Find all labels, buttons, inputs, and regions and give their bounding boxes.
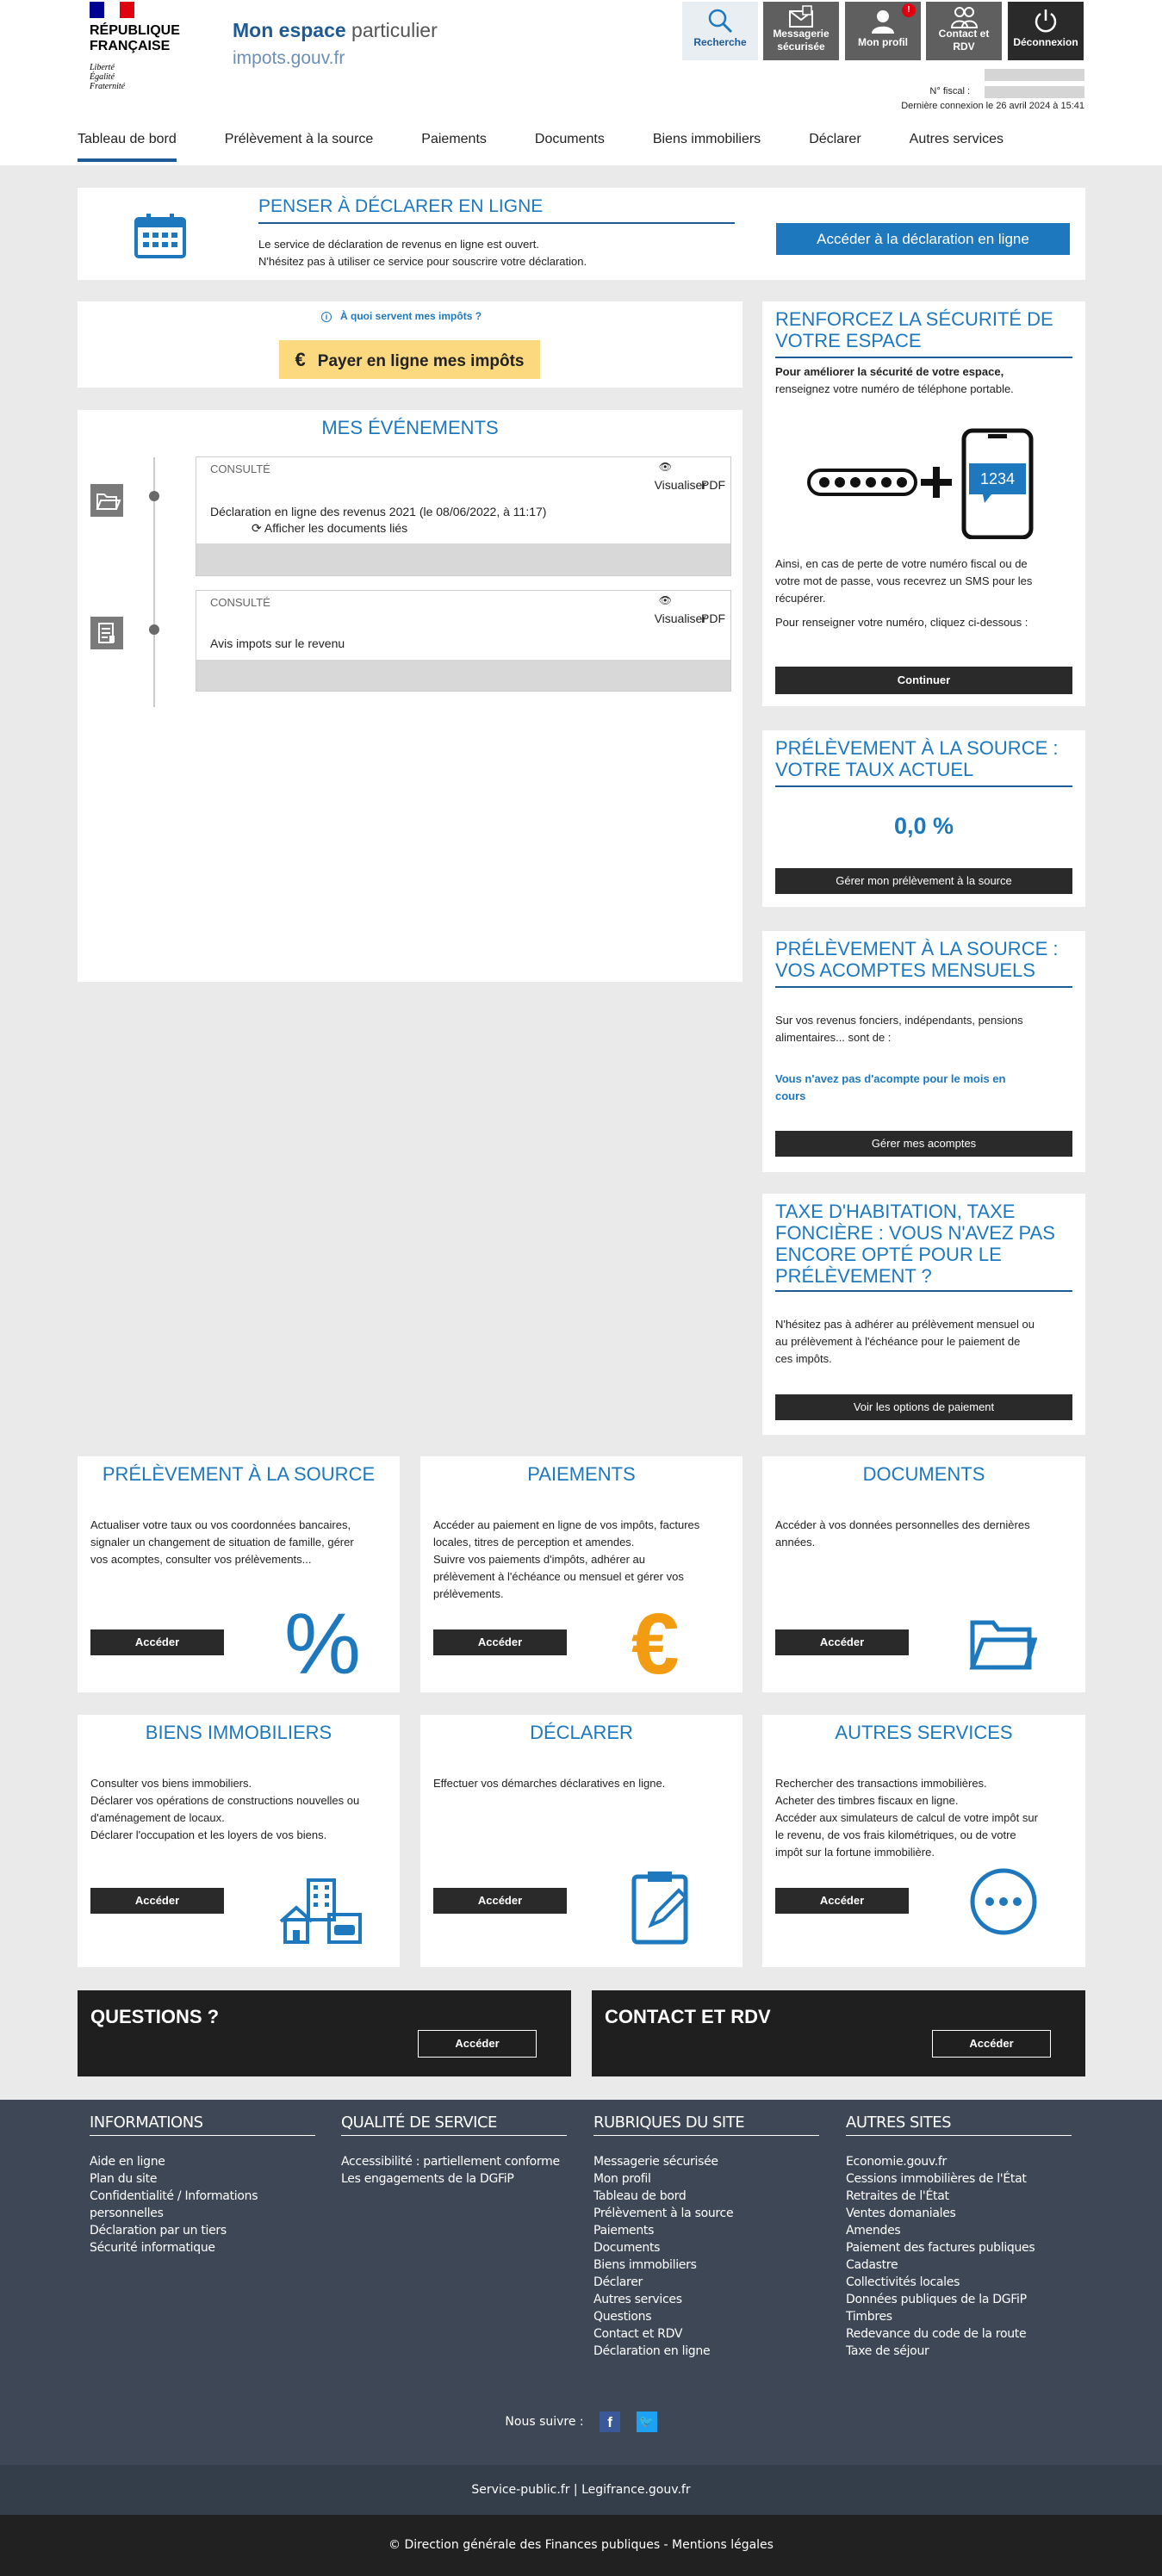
footer-link[interactable]: Accessibilité : partiellement conforme	[341, 2155, 560, 2169]
tile-line: années.	[775, 1536, 816, 1549]
footer-col-title: AUTRES SITES	[846, 2114, 1072, 2136]
security-title	[775, 308, 1053, 351]
phone-code: 1234	[979, 470, 1016, 487]
profile-alert-badge: !	[902, 3, 916, 17]
tile-documents	[762, 1456, 1085, 1692]
eye-icon[interactable]: 👁	[658, 594, 672, 606]
footer-link[interactable]: Mon profil	[593, 2172, 651, 2186]
declare-line-1: Le service de déclaration de revenus en ligne est ouvert.	[258, 238, 539, 251]
envelope-icon	[787, 4, 815, 32]
euro-icon: €	[295, 349, 306, 370]
tile-line: Effectuer vos démarches déclaratives en ligne.	[433, 1777, 666, 1790]
nav-paiements[interactable]: Paiements	[421, 132, 487, 146]
nav-documents[interactable]: Documents	[534, 132, 605, 146]
tile-access-button[interactable]: Accéder	[90, 1629, 224, 1655]
acomptes-title-2: VOS ACOMPTES MENSUELS	[775, 959, 1035, 981]
tile-line: locales, titres de perception et amendes.	[433, 1536, 635, 1549]
tile-line: prélèvements.	[433, 1587, 504, 1600]
eye-icon[interactable]: 👁	[658, 461, 672, 473]
footer-link[interactable]: Sécurité informatique	[90, 2241, 215, 2255]
folder-icon	[90, 484, 123, 517]
payment-options-button[interactable]: Voir les options de paiement	[775, 1394, 1072, 1420]
footer-col-title: QUALITÉ DE SERVICE	[341, 2114, 567, 2136]
euro-icon: €	[631, 1596, 680, 1692]
tile-access-button[interactable]: Accéder	[775, 1888, 909, 1914]
follow-label: Nous suivre :	[505, 2415, 584, 2429]
messaging-button[interactable]	[763, 2, 839, 60]
footer-link[interactable]: Paiement des factures publiques	[846, 2241, 1035, 2255]
security-lead-bold: Pour améliorer la sécurité de votre espace,	[775, 365, 1004, 378]
calendar-icon	[134, 214, 186, 258]
footer-link[interactable]: Retraites de l'État	[846, 2189, 949, 2203]
fiscal-number-value	[985, 86, 1084, 98]
contact-title: CONTACT ET RDV	[605, 2006, 771, 2027]
motto-3: Fraternité	[90, 82, 126, 91]
acomptes-line-2: alimentaires... sont de :	[775, 1031, 892, 1044]
footer-col-title: INFORMATIONS	[90, 2114, 315, 2136]
logo-line-2: FRANÇAISE	[90, 39, 171, 53]
document-icon	[90, 617, 123, 649]
acomptes-card	[762, 931, 1085, 1172]
questions-title: QUESTIONS ?	[90, 2006, 220, 2027]
site-name[interactable]: impots.gouv.fr	[233, 48, 345, 68]
nav-declarer[interactable]: Déclarer	[809, 132, 861, 146]
footer-copyright[interactable]: © Direction générale des Finances publiques - Mentions légales	[0, 2515, 1162, 2576]
info-icon: i	[321, 312, 332, 322]
tile-text	[775, 1775, 1038, 1861]
event-item	[196, 590, 731, 692]
tile-line: Déclarer vos opérations de constructions nouvelles ou	[90, 1794, 360, 1807]
republique-francaise-logo[interactable]	[90, 23, 180, 54]
tile-line: Acheter des timbres fiscaux en ligne.	[775, 1794, 959, 1807]
acomptes-title-1: PRÉLÈVEMENT À LA SOURCE :	[775, 938, 1059, 959]
power-icon	[1032, 7, 1059, 34]
motto-2: Égalité	[90, 72, 115, 82]
footer-link[interactable]: Données publiques de la DGFiP	[846, 2293, 1027, 2306]
tile-text	[775, 1517, 1030, 1551]
taxe-line-1: N'hésitez pas à adhérer au prélèvement mensuel ou	[775, 1318, 1035, 1331]
more-options-icon	[969, 1867, 1038, 1936]
tile-text	[433, 1517, 699, 1603]
security-text-1: Ainsi, en cas de perte de votre numéro fiscal ou de	[775, 557, 1028, 570]
search-button[interactable]	[682, 2, 758, 60]
timeline-dot	[149, 491, 159, 501]
divider	[775, 986, 1072, 988]
main-nav	[78, 131, 1004, 162]
current-rate: 0,0 %	[893, 813, 954, 839]
timeline-dot	[149, 624, 159, 635]
footer-link[interactable]: Prélèvement à la source	[593, 2207, 734, 2220]
taxe-title	[775, 1201, 1055, 1287]
pay-card	[78, 301, 743, 388]
tile-title: DOCUMENTS	[862, 1463, 985, 1485]
profile-button[interactable]	[845, 2, 921, 60]
taxes-info-link[interactable]	[321, 310, 482, 322]
site-header	[0, 0, 1162, 165]
redacted-name	[985, 69, 1084, 81]
footer-link[interactable]: Autres services	[593, 2293, 682, 2306]
tile-access-button[interactable]: Accéder	[90, 1888, 224, 1914]
french-flag-icon	[90, 2, 134, 18]
footer-link[interactable]: Aide en ligne	[90, 2155, 165, 2169]
tile-line: Accéder aux simulateurs de calcul de votre impôt sur	[775, 1811, 1038, 1824]
divider	[775, 357, 1072, 358]
tile-autres	[762, 1715, 1085, 1967]
search-label: Recherche	[693, 36, 747, 48]
view-link[interactable]: Visualiser	[654, 611, 706, 625]
tile-title: PRÉLÈVEMENT À LA SOURCE	[102, 1463, 376, 1485]
space-title-bold: Mon espace	[233, 19, 346, 41]
declare-online-button[interactable]: Accéder à la déclaration en ligne	[776, 223, 1070, 255]
event-status: CONSULTÉ	[210, 596, 270, 609]
folder-icon	[969, 1614, 1038, 1674]
event-item	[196, 456, 731, 576]
tile-line: Déclarer l'occupation et les loyers de vos biens.	[90, 1828, 327, 1841]
taxe-card	[762, 1194, 1085, 1435]
tile-text	[433, 1775, 665, 1792]
security-card	[762, 301, 1085, 706]
footer-col-informations	[90, 2114, 315, 2256]
people-icon	[950, 4, 978, 32]
messaging-label-2: sécurisée	[777, 40, 825, 53]
last-connection: Dernière connexion le 26 avril 2024 à 15:41	[901, 101, 1084, 111]
contact-rdv-button[interactable]	[926, 2, 1002, 60]
rate-card	[762, 730, 1085, 907]
event-status: CONSULTÉ	[210, 462, 270, 475]
footer-link[interactable]: Ventes domaniales	[846, 2207, 956, 2220]
declare-title: PENSER À DÉCLARER EN LIGNE	[258, 196, 544, 216]
tile-line: Accéder au paiement en ligne de vos impôts, factures	[433, 1518, 700, 1531]
no-acompte-info	[775, 1071, 1005, 1105]
tile-text	[90, 1517, 354, 1568]
no-acompte-line-2: cours	[775, 1089, 806, 1102]
nav-tableau-de-bord[interactable]: Tableau de bord	[78, 131, 177, 162]
clipboard-pen-icon	[627, 1868, 696, 1946]
pay-online-button[interactable]	[279, 340, 540, 379]
space-title-light: particulier	[351, 19, 438, 41]
events-title: MES ÉVÉNEMENTS	[321, 417, 499, 438]
tile-line: vos acomptes, consulter vos prélèvements...	[90, 1553, 312, 1566]
tile-declarer	[420, 1715, 743, 1967]
divider	[258, 222, 735, 224]
event-description: Avis impots sur le revenu	[210, 636, 345, 650]
user-icon	[869, 7, 897, 34]
tile-title: BIENS IMMOBILIERS	[145, 1722, 332, 1743]
facebook-icon[interactable]: f	[600, 2412, 620, 2432]
related-docs-link[interactable]	[252, 521, 407, 536]
contact-label-2: RDV	[953, 40, 975, 53]
search-icon	[706, 7, 734, 34]
rate-title-1: PRÉLÈVEMENT À LA SOURCE :	[775, 737, 1059, 759]
security-title-2: VOTRE ESPACE	[775, 330, 922, 351]
footer-link[interactable]: Cessions immobilières de l'État	[846, 2172, 1027, 2186]
rate-title	[775, 737, 1058, 780]
footer-col-autres-sites	[846, 2114, 1072, 2360]
acomptes-text	[775, 1012, 1023, 1046]
tile-line: Actualiser votre taux ou vos coordonnées bancaires,	[90, 1518, 351, 1531]
footer-link[interactable]: Les engagements de la DGFiP	[341, 2172, 514, 2186]
tile-prelevement	[78, 1456, 400, 1692]
footer-link[interactable]: Confidentialité / Informations	[90, 2189, 258, 2203]
security-title-1: RENFORCEZ LA SÉCURITÉ DE	[775, 308, 1053, 330]
footer	[0, 2100, 1162, 2358]
footer-link[interactable]: Cadastre	[846, 2258, 898, 2272]
footer-col-rubriques	[593, 2114, 819, 2360]
event-footer-bar	[196, 660, 730, 691]
footer-link[interactable]: Economie.gouv.fr	[846, 2155, 947, 2169]
acomptes-title	[775, 938, 1058, 981]
tile-title: DÉCLARER	[530, 1722, 633, 1743]
footer-col-qualite	[341, 2114, 567, 2188]
logout-label: Déconnexion	[1013, 36, 1078, 48]
footer-link[interactable]: personnelles	[90, 2207, 164, 2220]
footer-link[interactable]: Déclaration en ligne	[593, 2344, 711, 2358]
tile-line: d'aménagement de locaux.	[90, 1811, 225, 1824]
footer-link[interactable]: Contact et RDV	[593, 2327, 683, 2341]
motto	[90, 63, 125, 91]
logout-button[interactable]	[1008, 2, 1084, 60]
taxe-title-1: TAXE D'HABITATION, TAXE	[775, 1201, 1016, 1222]
messaging-label-1: Messagerie	[773, 28, 830, 40]
tile-biens	[78, 1715, 400, 1967]
footer-link[interactable]: Plan du site	[90, 2172, 158, 2186]
manage-withholding-button[interactable]: Gérer mon prélèvement à la source	[775, 868, 1072, 894]
tile-text	[90, 1775, 359, 1844]
fiscal-number-label: N° fiscal :	[929, 86, 970, 96]
taxe-title-3: ENCORE OPTÉ POUR LE	[775, 1244, 1002, 1265]
footer-link[interactable]: Timbres	[846, 2310, 892, 2324]
declare-text	[258, 236, 587, 270]
footer-link[interactable]: Tableau de bord	[593, 2189, 687, 2203]
tile-line: le revenu, de vos frais kilométriques, ou de votre	[775, 1828, 1016, 1841]
footer-link[interactable]: Documents	[593, 2241, 661, 2255]
related-docs-label: Afficher les documents liés	[264, 521, 408, 535]
security-text-2: votre mot de passe, vous recevrez un SMS pour les	[775, 574, 1033, 587]
questions-block	[78, 1990, 571, 2076]
nav-autres-services[interactable]: Autres services	[909, 132, 1004, 146]
tile-line: Rechercher des transactions immobilières.	[775, 1777, 987, 1790]
taxe-text	[775, 1316, 1035, 1368]
tile-line: impôt sur la fortune immobilière.	[775, 1846, 935, 1859]
tile-line: Accéder à vos données personnelles des dernières	[775, 1518, 1030, 1531]
footer-link[interactable]: Taxe de séjour	[846, 2344, 929, 2358]
contact-access-button[interactable]: Accéder	[932, 2030, 1051, 2058]
taxe-line-3: ces impôts.	[775, 1352, 832, 1365]
contact-label-1: Contact et	[938, 28, 990, 40]
event-footer-bar	[196, 543, 730, 575]
questions-access-button[interactable]: Accéder	[418, 2030, 537, 2058]
tile-line: signaler un changement de situation de famille, gérer	[90, 1536, 354, 1549]
security-text-3: récupérer.	[775, 592, 826, 605]
percent-icon: %	[284, 1596, 361, 1692]
security-lead	[775, 363, 1014, 398]
space-title[interactable]	[233, 19, 438, 42]
phone-security-icon	[807, 427, 1040, 539]
tile-access-button[interactable]: Accéder	[433, 1888, 567, 1914]
rate-title-2: VOTRE TAUX ACTUEL	[775, 759, 974, 780]
tile-paiements	[420, 1456, 743, 1692]
motto-1: Liberté	[90, 63, 115, 72]
tile-line: prélèvement à l'échéance ou mensuel et gérer vos	[433, 1570, 684, 1583]
tile-access-button[interactable]: Accéder	[433, 1629, 567, 1655]
taxe-title-4: PRÉLÈVEMENT ?	[775, 1265, 932, 1287]
footer-link[interactable]: Amendes	[846, 2224, 901, 2238]
tile-line: Consulter vos biens immobiliers.	[90, 1777, 252, 1790]
footer-link[interactable]: Paiements	[593, 2224, 655, 2238]
buildings-icon	[277, 1877, 364, 1946]
logo-line-1: RÉPUBLIQUE	[90, 23, 180, 38]
footer-link[interactable]: Redevance du code de la route	[846, 2327, 1027, 2341]
footer-link[interactable]: Messagerie sécurisée	[593, 2155, 718, 2169]
taxe-title-2: FONCIÈRE : VOUS N'AVEZ PAS	[775, 1222, 1055, 1244]
footer-link[interactable]: Questions	[593, 2310, 652, 2324]
security-text	[775, 556, 1032, 631]
follow-us	[0, 2412, 1162, 2432]
declare-line-2: N'hésitez pas à utiliser ce service pour souscrire votre déclaration.	[258, 255, 587, 268]
footer-link[interactable]: Collectivités locales	[846, 2275, 960, 2289]
nav-prelevement[interactable]: Prélèvement à la source	[224, 132, 374, 146]
footer-col-title: RUBRIQUES DU SITE	[593, 2114, 819, 2136]
view-link[interactable]: Visualiser	[654, 478, 706, 492]
divider	[775, 785, 1072, 787]
declare-banner	[78, 188, 1085, 280]
footer-links-bar[interactable]: Service-public.fr | Legifrance.gouv.fr	[0, 2465, 1162, 2515]
event-description: Déclaration en ligne des revenus 2021 (le 08/06/2022, à 11:17)	[210, 505, 547, 518]
refresh-icon: ⟳	[252, 521, 264, 535]
acomptes-line-1: Sur vos revenus fonciers, indépendants, pensions	[775, 1014, 1023, 1027]
no-acompte-line-1: Vous n'avez pas d'acompte pour le mois en	[775, 1072, 1006, 1085]
contact-block	[592, 1990, 1085, 2076]
taxes-info-label: À quoi servent mes impôts ?	[340, 310, 482, 322]
footer-link[interactable]: Biens immobiliers	[593, 2258, 697, 2272]
taxe-line-2: au prélèvement à l'échéance pour le paiement de	[775, 1335, 1021, 1348]
security-lead-rest: renseignez votre numéro de téléphone portable.	[775, 382, 1014, 395]
footer-link[interactable]: Déclarer	[593, 2275, 643, 2289]
events-card	[78, 410, 743, 982]
manage-acomptes-button[interactable]: Gérer mes acomptes	[775, 1131, 1072, 1157]
pdf-link[interactable]: PDF	[701, 478, 725, 492]
footer-link[interactable]: Déclaration par un tiers	[90, 2224, 227, 2238]
nav-biens-immobiliers[interactable]: Biens immobiliers	[652, 132, 761, 146]
tile-access-button[interactable]: Accéder	[775, 1629, 909, 1655]
twitter-icon[interactable]: 🐦	[637, 2412, 657, 2432]
tile-line: Suivre vos paiements d'impôts, adhérer au	[433, 1553, 645, 1566]
pay-online-label: Payer en ligne mes impôts	[317, 352, 525, 370]
security-text-4: Pour renseigner votre numéro, cliquez ci-dessous :	[775, 616, 1028, 629]
profile-label: Mon profil	[858, 36, 908, 48]
divider	[775, 1290, 1072, 1292]
pdf-link[interactable]: PDF	[701, 611, 725, 625]
tile-title: PAIEMENTS	[527, 1463, 636, 1485]
tile-title: AUTRES SERVICES	[835, 1722, 1013, 1743]
continue-button[interactable]: Continuer	[775, 667, 1072, 694]
